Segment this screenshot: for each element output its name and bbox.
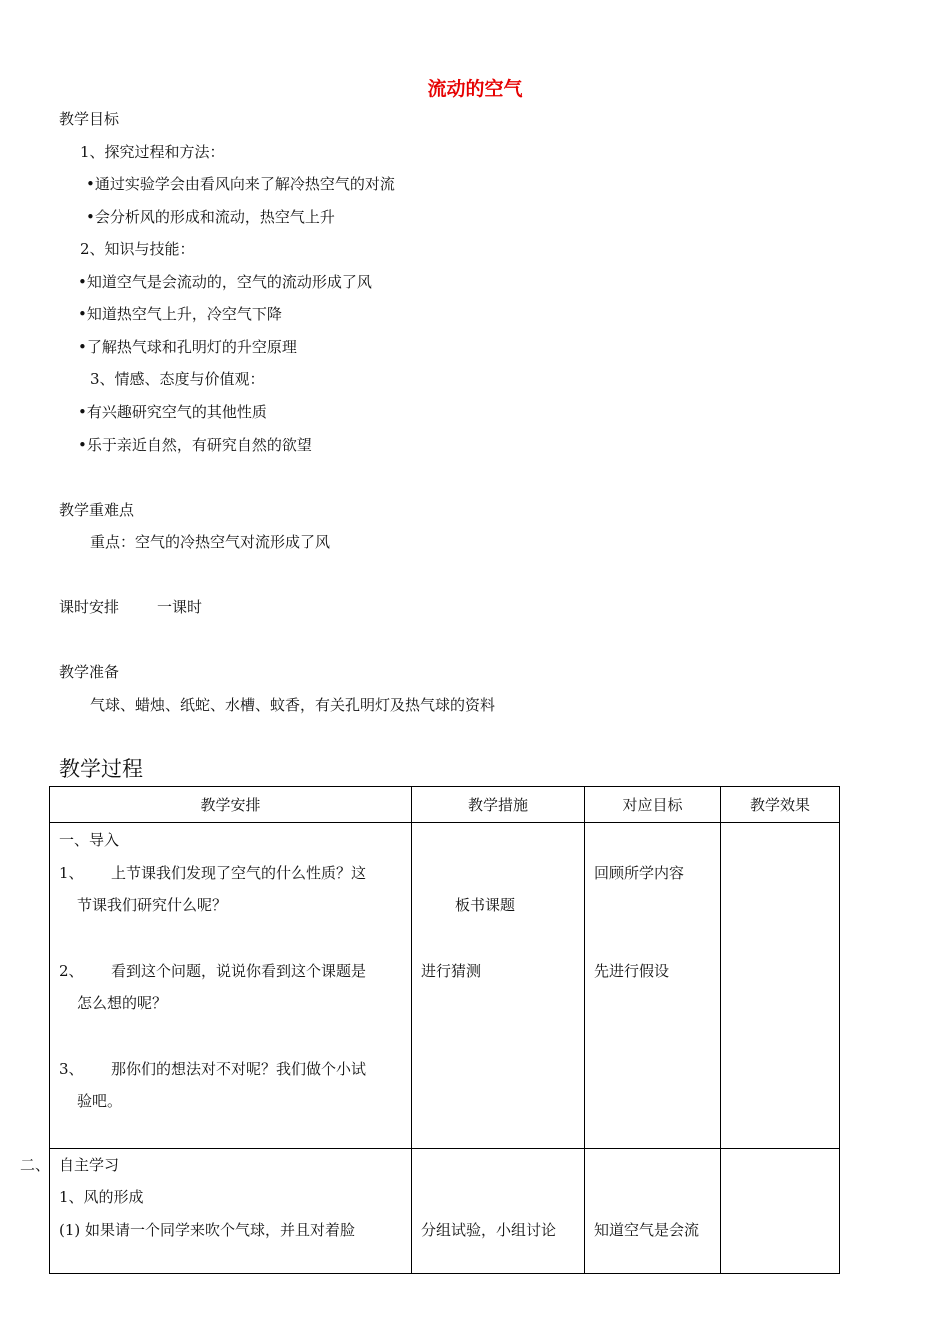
measure-text: 板书课题	[455, 896, 516, 914]
measure-text: 分组试验，小组讨论	[421, 1221, 557, 1239]
row2-outer-label: 二、	[20, 1156, 51, 1174]
measures-cell	[412, 1149, 584, 1273]
column-header: 教学措施	[412, 787, 585, 823]
table-row	[50, 823, 840, 1149]
table-header-row	[50, 787, 840, 823]
process-table	[49, 786, 840, 1274]
column-header: 教学效果	[721, 787, 840, 823]
item-text: 怎么想的呢？	[77, 994, 168, 1012]
objective-section-2: 2、知识与技能：	[80, 240, 195, 258]
table-row	[50, 1149, 840, 1274]
effect-cell	[721, 823, 839, 1148]
schedule-value: 一课时	[157, 598, 203, 616]
item-text: 那你们的想法对不对呢？我们做个小试	[111, 1060, 367, 1078]
measure-text: 进行猜测	[421, 962, 482, 980]
goals-cell	[585, 823, 720, 1148]
objective-item: •了解热气球和孔明灯的升空原理	[78, 338, 297, 356]
preparation-heading: 教学准备	[59, 663, 120, 681]
objective-item: •知道空气是会流动的，空气的流动形成了风	[78, 273, 372, 291]
column-header: 教学安排	[50, 787, 412, 823]
objective-item: •乐于亲近自然，有研究自然的欲望	[78, 436, 312, 454]
arrangement-cell	[50, 823, 411, 1148]
section-label: 一、导入	[59, 831, 120, 849]
process-heading: 教学过程	[59, 757, 143, 781]
objectives-heading: 教学目标	[59, 110, 120, 128]
goal-text: 先进行假设	[594, 962, 670, 980]
key-points-heading: 教学重难点	[59, 501, 135, 519]
measures-cell	[412, 823, 584, 1148]
item-number: 3、	[59, 1060, 84, 1078]
objective-item: •会分析风的形成和流动，热空气上升	[86, 208, 335, 226]
preparation-text: 气球、蜡烛、纸蛇、水槽、蚊香，有关孔明灯及热气球的资料	[90, 696, 496, 714]
goals-cell	[585, 1149, 720, 1273]
objective-section-3: 3、情感、态度与价值观：	[90, 370, 265, 388]
item-text: 验吧。	[77, 1092, 123, 1110]
goal-text: 回顾所学内容	[594, 864, 685, 882]
item-text: 节课我们研究什么呢？	[77, 896, 228, 914]
sub-heading: 1、风的形成	[59, 1188, 144, 1206]
effect-cell	[721, 1149, 839, 1273]
schedule-heading: 课时安排	[59, 598, 120, 616]
item-text: 看到这个问题，说说你看到这个课题是	[111, 962, 367, 980]
objective-item: •通过实验学会由看风向来了解冷热空气的对流	[86, 175, 395, 193]
key-points-text: 重点：空气的冷热空气对流形成了风	[90, 533, 331, 551]
item-text: 上节课我们发现了空气的什么性质？这	[111, 864, 367, 882]
arrangement-cell	[50, 1149, 411, 1273]
objective-section-1: 1、探究过程和方法：	[80, 143, 225, 161]
column-header: 对应目标	[585, 787, 721, 823]
item-number: 1、	[59, 864, 84, 882]
goal-text: 知道空气是会流	[594, 1221, 700, 1239]
page-title: 流动的空气	[427, 78, 523, 100]
section-label: 自主学习	[59, 1156, 120, 1174]
item-text: (1) 如果请一个同学来吹个气球，并且对着脸	[59, 1221, 356, 1239]
objective-item: •有兴趣研究空气的其他性质	[78, 403, 267, 421]
item-number: 2、	[59, 962, 84, 980]
objective-item: •知道热空气上升，冷空气下降	[78, 305, 282, 323]
